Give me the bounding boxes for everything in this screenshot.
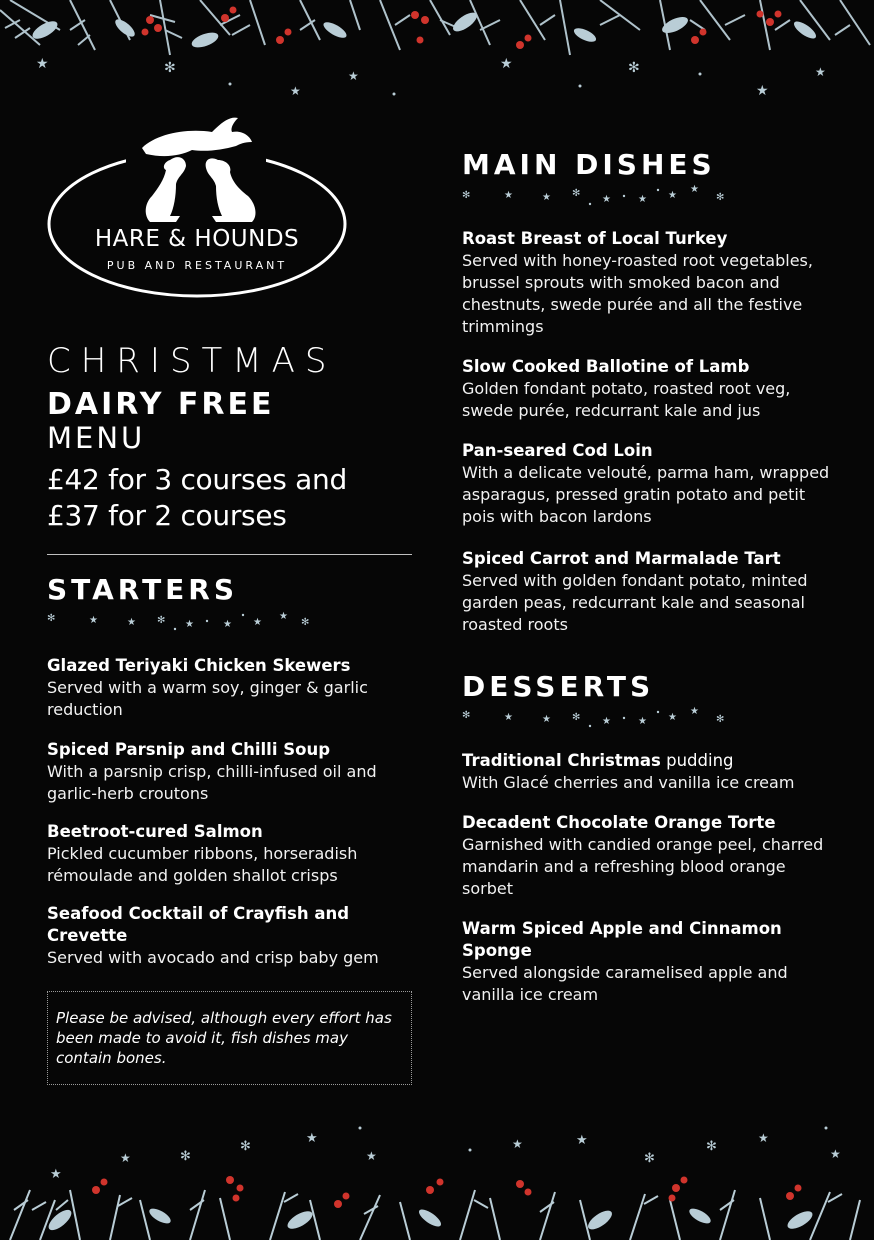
svg-text:★: ★: [756, 83, 769, 99]
starters-title: STARTERS: [47, 573, 239, 606]
svg-text:★: ★: [290, 84, 301, 98]
fish-bones-notice: Please be advised, although every effort has been made to avoid it, fish dishes may contain bones.: [47, 991, 412, 1085]
svg-text:★: ★: [542, 192, 551, 203]
svg-text:★: ★: [120, 1151, 131, 1165]
svg-text:★: ★: [348, 69, 359, 83]
brand-subtitle: PUB AND RESTAURANT: [106, 259, 288, 272]
desserts-title: DESSERTS: [462, 670, 655, 703]
svg-text:✻: ✻: [706, 1139, 717, 1154]
main-item: [462, 548, 832, 636]
dessert-name-bold: Traditional Christmas: [462, 751, 661, 770]
starter-item: [47, 903, 413, 969]
svg-text:✻: ✻: [716, 714, 725, 725]
main-item: [462, 356, 832, 422]
svg-text:★: ★: [602, 716, 611, 727]
starter-description: With a parsnip crisp, chilli-infused oil and garlic-herb croutons: [47, 762, 377, 803]
stars-divider-icon: [462, 706, 732, 728]
svg-text:★: ★: [815, 65, 826, 79]
svg-text:★: ★: [89, 615, 98, 626]
brand-name: HARE & HOUNDS: [94, 226, 300, 252]
svg-text:✻: ✻: [572, 188, 581, 199]
svg-text:★: ★: [504, 190, 513, 201]
dessert-name-suffix: pudding: [660, 751, 734, 770]
starter-name: Spiced Parsnip and Chilli Soup: [47, 740, 331, 759]
svg-text:✻: ✻: [164, 60, 176, 76]
svg-text:★: ★: [279, 611, 288, 622]
main-name: Roast Breast of Local Turkey: [462, 229, 728, 248]
main-name: Pan-seared Cod Loin: [462, 441, 653, 460]
starter-name: Seafood Cocktail of Crayfish and Crevette: [47, 904, 350, 945]
svg-text:★: ★: [36, 56, 49, 72]
svg-text:✻: ✻: [180, 1149, 191, 1164]
dessert-name: [462, 750, 832, 772]
main-name: Slow Cooked Ballotine of Lamb: [462, 357, 750, 376]
svg-text:✻: ✻: [462, 710, 471, 721]
bottom-foliage-decoration: [0, 1120, 874, 1240]
svg-text:✻: ✻: [157, 615, 166, 626]
main-name: Spiced Carrot and Marmalade Tart: [462, 549, 781, 568]
divider: [47, 554, 412, 555]
svg-text:★: ★: [668, 712, 677, 723]
svg-text:✻: ✻: [628, 60, 640, 76]
right-column: [462, 148, 832, 1006]
svg-text:✻: ✻: [301, 617, 310, 628]
svg-text:★: ★: [668, 190, 677, 201]
main-description: Served with honey-roasted root vegetables, brussel sprouts with smoked bacon and chestnuts, swede purée and all the festive trimmings: [462, 251, 813, 336]
hare-and-hounds-logo-icon: [46, 112, 348, 302]
desserts-section: [462, 670, 832, 1006]
main-description: Served with golden fondant potato, minted garden peas, redcurrant kale and seasonal roasted roots: [462, 571, 808, 634]
starter-name: Glazed Teriyaki Chicken Skewers: [47, 656, 351, 675]
starter-item: [47, 655, 413, 721]
svg-text:★: ★: [690, 706, 699, 717]
svg-text:★: ★: [50, 1167, 62, 1182]
svg-text:★: ★: [602, 194, 611, 205]
svg-text:✻: ✻: [240, 1139, 251, 1154]
mains-section: [462, 148, 832, 636]
left-column: [47, 340, 413, 1085]
svg-text:★: ★: [512, 1137, 523, 1151]
starter-item: [47, 739, 413, 805]
starter-item: [47, 821, 413, 887]
logo: [46, 112, 348, 302]
svg-text:★: ★: [223, 619, 232, 630]
starter-description: Pickled cucumber ribbons, horseradish rémoulade and golden shallot crisps: [47, 844, 358, 885]
svg-text:★: ★: [306, 1131, 318, 1146]
svg-text:★: ★: [638, 716, 647, 727]
dessert-item: [462, 812, 832, 900]
svg-text:✻: ✻: [716, 192, 725, 203]
dessert-description: With Glacé cherries and vanilla ice cream: [462, 773, 795, 792]
main-description: With a delicate velouté, parma ham, wrapped asparagus, pressed gratin potato and petit pois with bacon lardons: [462, 463, 830, 526]
dessert-name: Warm Spiced Apple and Cinnamon Sponge: [462, 919, 782, 960]
svg-text:★: ★: [638, 194, 647, 205]
dessert-item: [462, 918, 832, 1006]
svg-text:★: ★: [253, 617, 262, 628]
dessert-description: Served alongside caramelised apple and vanilla ice cream: [462, 963, 788, 1004]
svg-text:★: ★: [504, 712, 513, 723]
svg-text:✻: ✻: [644, 1151, 655, 1166]
svg-text:✻: ✻: [47, 613, 56, 624]
starters-section: [47, 573, 413, 1085]
svg-text:★: ★: [576, 1133, 588, 1148]
starter-name: Beetroot-cured Salmon: [47, 822, 263, 841]
svg-text:★: ★: [366, 1149, 377, 1163]
starter-description: Served with avocado and crisp baby gem: [47, 948, 379, 967]
dessert-name: Decadent Chocolate Orange Torte: [462, 813, 776, 832]
price-line-1: £42 for 3 courses and: [47, 463, 347, 496]
svg-text:★: ★: [542, 714, 551, 725]
main-description: Golden fondant potato, roasted root veg, swede purée, redcurrant kale and jus: [462, 379, 791, 420]
top-foliage-decoration: [0, 0, 874, 110]
mains-title: MAIN DISHES: [462, 148, 716, 181]
menu-title-dairy-free: DAIRY FREE: [47, 387, 275, 422]
svg-text:★: ★: [830, 1147, 841, 1161]
svg-text:✻: ✻: [572, 712, 581, 723]
menu-title-menu: MENU: [47, 421, 146, 455]
menu-title-christmas: CHRISTMAS: [47, 341, 337, 381]
main-item: [462, 228, 832, 338]
stars-divider-icon: [47, 609, 317, 631]
dessert-item: [462, 750, 832, 794]
svg-text:★: ★: [758, 1131, 769, 1145]
svg-text:★: ★: [690, 184, 699, 195]
starter-description: Served with a warm soy, ginger & garlic reduction: [47, 678, 368, 719]
stars-divider-icon: [462, 184, 732, 206]
main-item: [462, 440, 832, 528]
svg-text:★: ★: [500, 56, 513, 72]
svg-text:★: ★: [127, 617, 136, 628]
svg-text:★: ★: [185, 619, 194, 630]
dessert-description: Garnished with candied orange peel, charred mandarin and a refreshing blood orange sorbet: [462, 835, 824, 898]
svg-text:✻: ✻: [462, 190, 471, 201]
price-line-2: £37 for 2 courses: [47, 499, 287, 532]
